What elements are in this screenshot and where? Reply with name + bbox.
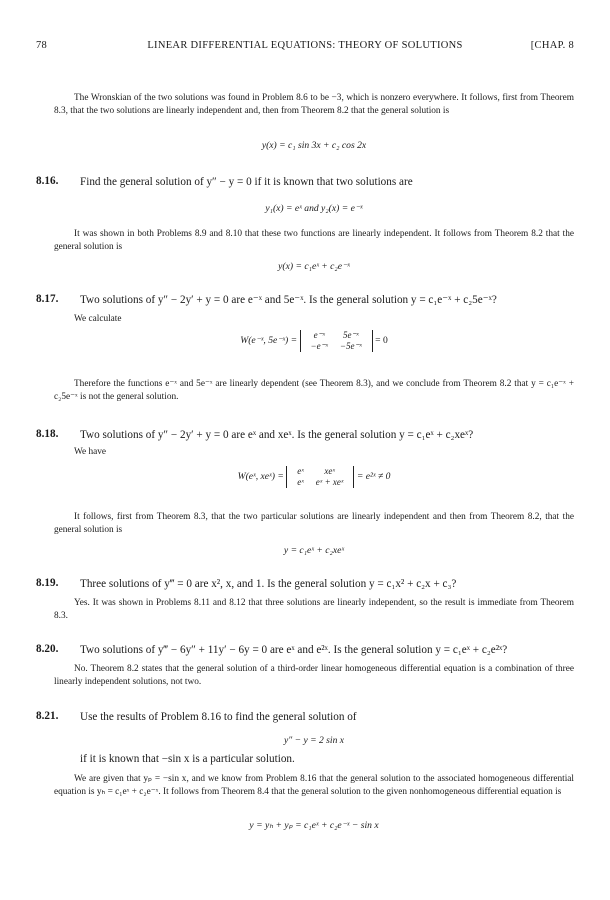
equation-8-16: y(x) = c₁eˣ + c₂e⁻ˣ [278,261,350,272]
det-cell: xeˣ [324,466,335,476]
det-cell: −5e⁻ˣ [339,341,362,351]
wronskian-8-17 [54,330,574,352]
wronskian-rhs-8-18: = e²ˣ ≠ 0 [356,471,391,483]
chapter-label: [CHAP. 8 [530,40,574,51]
problem-number-8-19: 8.19. [36,577,59,589]
determinant-8-18 [286,466,354,488]
problem-statement-8-21-cont: if it is known that −sin x is a particular solution. [80,753,295,765]
calc-intro-8-18: We have [74,447,107,457]
wronskian-lhs-8-18: W(eˣ, xeˣ) = [237,471,284,483]
problem-statement-8-16: Find the general solution of y″ − y = 0 if it is known that two solutions are [80,176,413,188]
problem-number-8-18: 8.18. [36,428,59,440]
problem-number-8-16: 8.16. [36,175,59,187]
det-cell: −e⁻ˣ [310,341,328,351]
wronskian-lhs-8-17: W(e⁻ˣ, 5e⁻ˣ) = [240,335,298,347]
det-cell: eˣ [297,477,304,487]
determinant-8-17 [300,330,373,352]
problem-number-8-21: 8.21. [36,710,59,722]
det-cell: e⁻ˣ [313,330,325,340]
det-cell: eˣ [297,466,304,476]
answer-8-16: It was shown in both Problems 8.9 and 8.10 that these two functions are linearly independent. It follows from Theorem 8.2 that the general solution is [54,229,574,252]
calc-intro-8-17: We calculate [74,314,122,324]
problem-statement-8-17: Two solutions of y″ − 2y′ + y = 0 are e⁻ˣ and 5e⁻ˣ. Is the general solution y = c₁e⁻ˣ + c₂5e⁻ˣ? [80,294,497,306]
problem-number-8-20: 8.20. [36,643,59,655]
intro-equation: y(x) = c₁ sin 3x + c₂ cos 2x [261,140,367,151]
page-header [36,40,574,56]
given-solutions-8-16: y₁(x) = eˣ and y₂(x) = e⁻ˣ [265,203,363,214]
equation-8-18: y = c₁eˣ + c₂xeˣ [283,545,345,556]
given-equation-8-21: y″ − y = 2 sin x [283,735,345,746]
det-cell: eˣ + xeˣ [315,477,344,487]
wronskian-8-18 [54,466,574,488]
problem-statement-8-19: Three solutions of y‴ = 0 are x², x, and 1. Is the general solution y = c₁x² + c₂x + c₃? [80,578,457,590]
answer-8-17: Therefore the functions e⁻ˣ and 5e⁻ˣ are linearly dependent (see Theorem 8.3), and we conclude from Theorem 8.2 that y = c₁e⁻ˣ + c₂5e⁻ˣ is not the general solution. [54,379,574,402]
answer-8-18: It follows, first from Theorem 8.3, that the two particular solutions are linearly independent and then from Theorem 8.2, that the general solution is [54,512,574,535]
page-number: 78 [36,40,48,51]
wronskian-rhs-8-17: = 0 [375,335,388,347]
problem-statement-8-20: Two solutions of y‴ − 6y″ + 11y′ − 6y = 0 are eˣ and e²ˣ. Is the general solution y = c₁eˣ + c₂e²ˣ? [80,644,508,656]
problem-number-8-17: 8.17. [36,293,59,305]
answer-8-20: No. Theorem 8.2 states that the general solution of a third-order linear homogeneous differential equation is a combination of three linearly independent solutions, not two. [54,664,574,687]
problem-statement-8-18: Two solutions of y″ − 2y′ + y = 0 are eˣ and xeˣ. Is the general solution y = c₁eˣ + c₂xeˣ? [80,429,474,441]
equation-8-21: y = yₕ + yₚ = c₁eˣ + c₂e⁻ˣ − sin x [249,820,379,831]
intro-paragraph: The Wronskian of the two solutions was found in Problem 8.6 to be −3, which is nonzero everywhere. It follows, first from Theorem 8.3, that the two solutions are linearly independent and, then from Theorem 8.2 that the general solution is [54,93,574,116]
answer-8-21: We are given that yₚ = −sin x, and we know from Problem 8.16 that the general solution to the associated homogeneous differential equation is yₕ = c₁eˣ + c₂e⁻ˣ. It follows from Theorem 8.4 that the general solution to the given nonhomogeneous differential equation is [54,774,574,797]
problem-statement-8-21: Use the results of Problem 8.16 to find the general solution of [80,711,357,723]
answer-8-19: Yes. It was shown in Problems 8.11 and 8.12 that three solutions are linearly independent, so the result is immediate from Theorem 8.3. [54,598,574,621]
running-title: LINEAR DIFFERENTIAL EQUATIONS: THEORY OF SOLUTIONS [147,40,463,51]
det-cell: 5e⁻ˣ [342,330,359,340]
